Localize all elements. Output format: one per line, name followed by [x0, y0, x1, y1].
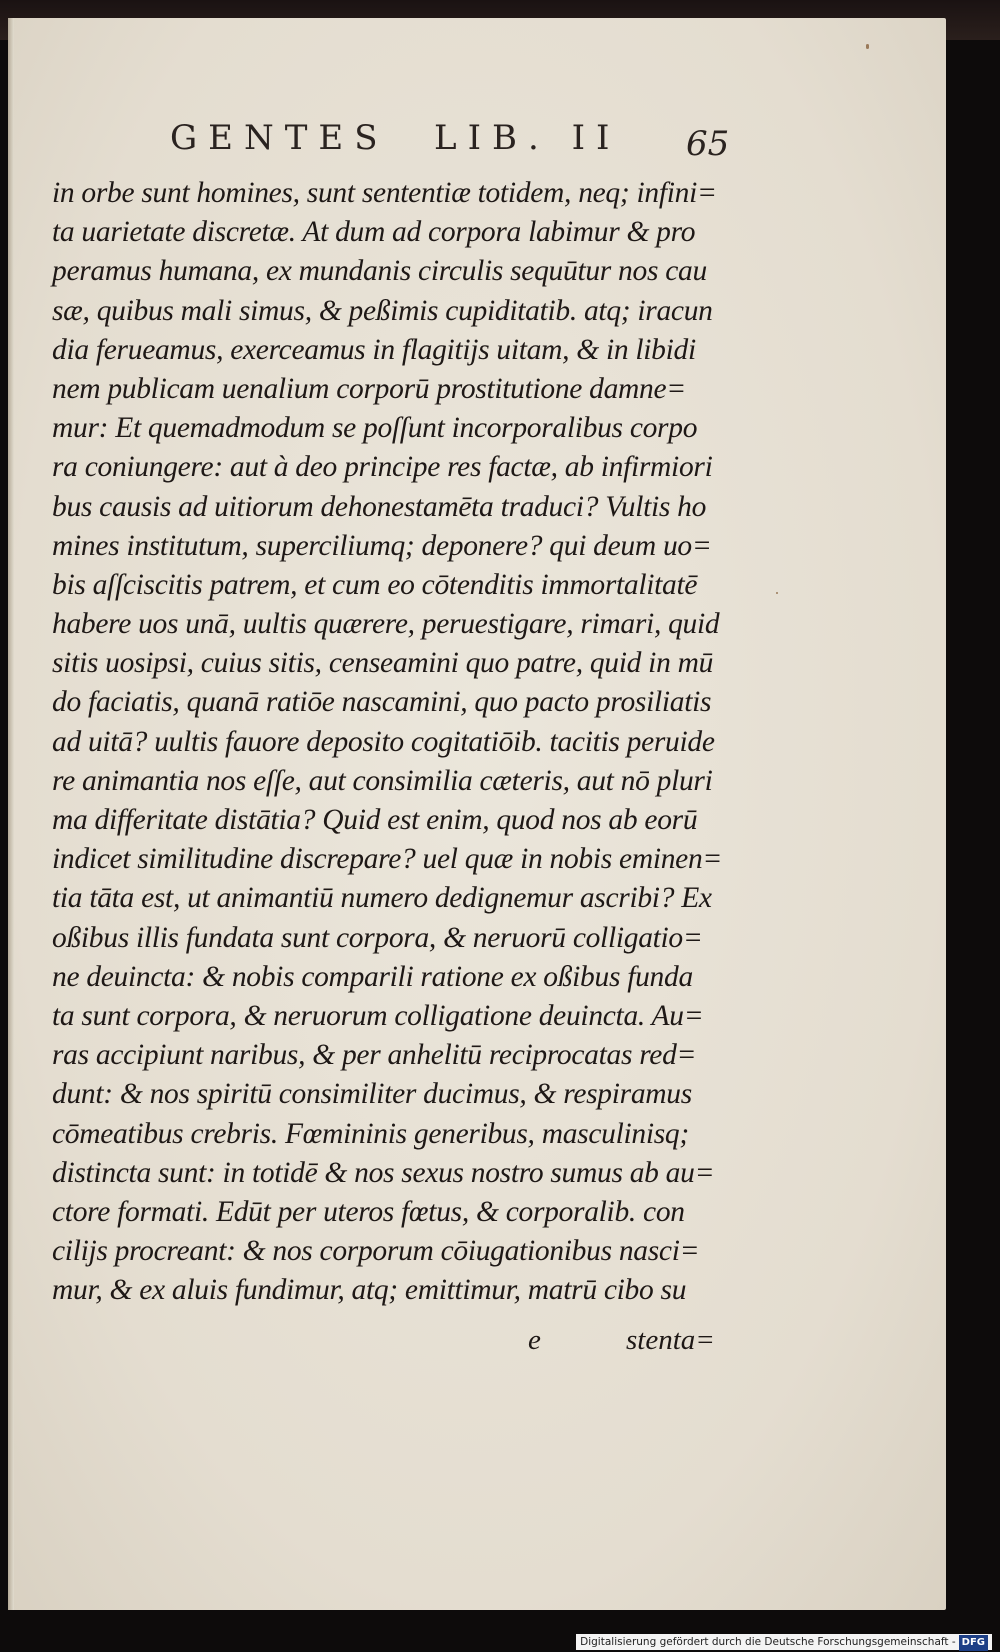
dfg-logo: DFG [959, 1635, 988, 1651]
paper-speck [776, 592, 778, 594]
text-line: ad uitā? uultis fauore deposito cogitatiōib. tacitis peruide [52, 725, 715, 758]
text-line: in orbe sunt homines, sunt sententiæ totidem, neq; infini= [52, 177, 717, 209]
text-line: ras accipiunt naribus, & per anhelitū reciprocatas red= [52, 1039, 697, 1072]
text-line: dunt: & nos spiritū consimiliter ducimus, & respiramus [52, 1078, 692, 1111]
page-header [170, 118, 770, 168]
text-line: nem publicam uenalium corporū prostitutione damne= [52, 372, 686, 405]
text-line: mur: Et quemadmodum se poſſunt incorporalibus corpo [52, 412, 698, 445]
text-line: dia ferueamus, exerceamus in flagitijs uitam, & in libidi [52, 333, 696, 366]
text-line: peramus humana, ex mundanis circulis sequūtur nos cau [52, 255, 707, 288]
text-line: sæ, quibus mali simus, & peßimis cupiditatib. atq; iracun [52, 294, 713, 327]
text-line: ctore formati. Edūt per uteros fœtus, & corporalib. con [52, 1195, 685, 1228]
text-line: oßibus illis fundata sunt corpora, & neruorū colligatio= [52, 921, 703, 954]
text-line: indicet similitudine discrepare? uel quæ in nobis eminen= [52, 843, 723, 876]
credit-text: Digitalisierung gefördert durch die Deutsche Forschungsgemeinschaft - [580, 1636, 956, 1648]
text-line: mur, & ex aluis fundimur, atq; emittimur, matrū cibo su [52, 1274, 687, 1307]
text-line: ma differitate distātia? Quid est enim, quod nos ab eorū [52, 804, 698, 836]
text-line: sitis uosipsi, cuius sitis, censeamini quo patre, quid in mū [52, 647, 714, 680]
digitization-credit [576, 1634, 992, 1650]
signature-mark: e [528, 1324, 541, 1356]
text-line: ta uarietate discretæ. At dum ad corpora labimur & pro [52, 216, 696, 249]
text-line: distincta sunt: in totidē & nos sexus nostro sumus ab au= [52, 1156, 715, 1189]
text-line: bus causis ad uitiorum dehonestamēta traduci? Vultis ho [52, 490, 707, 523]
text-line: cilijs procreant: & nos corporum cōiugationibus nasci= [52, 1235, 700, 1268]
text-line: habere uos unā, uultis quærere, peruestigare, rimari, quid [52, 608, 720, 641]
text-line: tia tāta est, ut animantiū numero dedignemur ascribi? Ex [52, 882, 712, 915]
paper-speck [866, 44, 869, 49]
text-line: ne deuincta: & nobis comparili ratione ex oßibus funda [52, 960, 693, 993]
text-line: ra coniungere: aut à deo principe res factæ, ab infirmiori [52, 451, 713, 484]
running-head: GENTES [170, 118, 389, 158]
book-number: LIB. II [434, 118, 621, 158]
text-line: bis aſſciscitis patrem, et cum eo cōtenditis immortalitatē [52, 568, 698, 601]
page-gutter-edge [8, 18, 14, 1610]
text-line: ta sunt corpora, & neruorum colligatione deuincta. Au= [52, 999, 704, 1032]
text-line: cōmeatibus crebris. Fœmininis generibus, masculinisq; [52, 1117, 689, 1150]
text-line: mines institutum, superciliumq; deponere? qui deum uo= [52, 529, 712, 562]
catchword: stenta= [626, 1324, 715, 1356]
text-line: do faciatis, quanā ratiōe nascamini, quo pacto prosiliatis [52, 686, 712, 719]
text-line: re animantia nos eſſe, aut consimilia cæteris, aut nō pluri [52, 764, 713, 797]
text-body [52, 174, 752, 1310]
page-number: 65 [686, 124, 730, 164]
